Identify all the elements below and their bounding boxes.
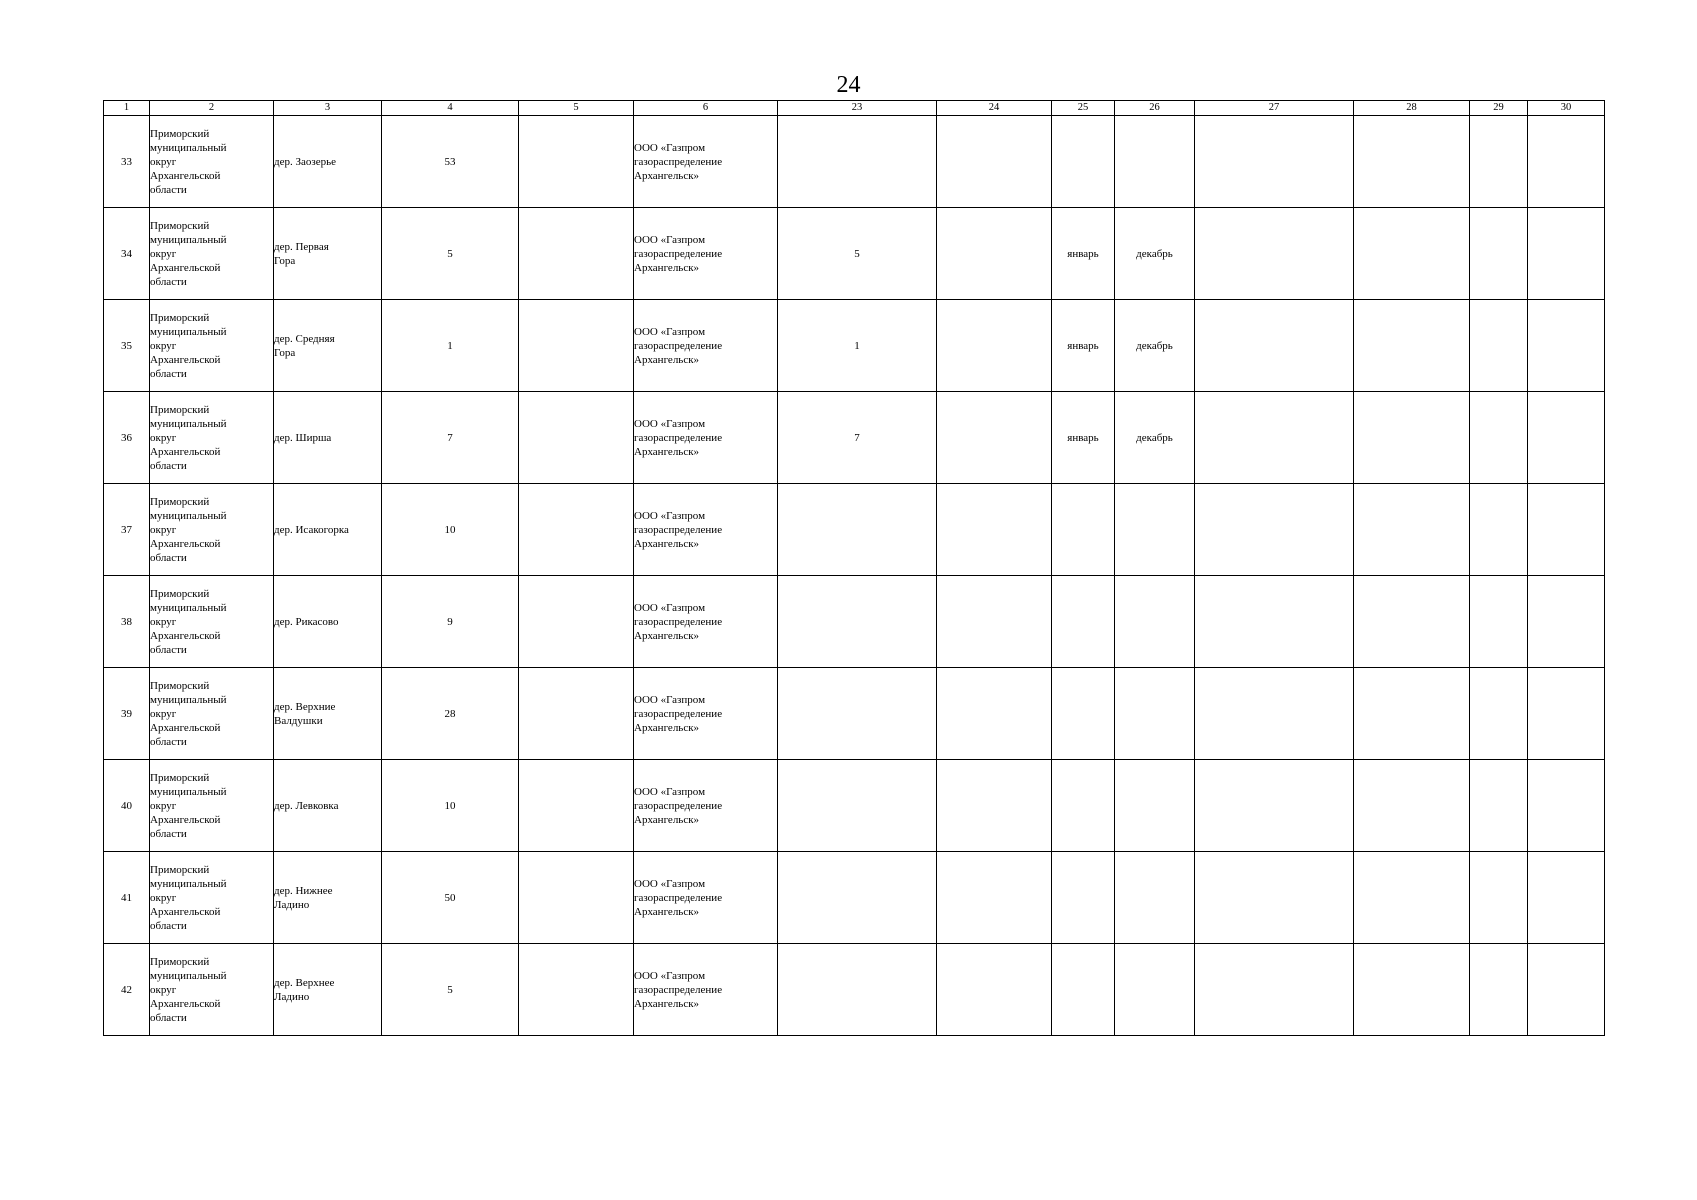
col-30-cell bbox=[1528, 852, 1605, 944]
row-number-cell-text: 34 bbox=[121, 247, 132, 260]
district-cell bbox=[150, 208, 274, 300]
settlement-cell-text: дер. Первая Гора bbox=[274, 240, 329, 267]
col-24-cell bbox=[937, 300, 1052, 392]
col-4-cell bbox=[382, 208, 519, 300]
organization-cell-text: ООО «Газпром газораспределение Архангельск» bbox=[634, 693, 723, 734]
col-28-cell bbox=[1354, 944, 1470, 1036]
col-23-cell-text: 1 bbox=[854, 339, 860, 352]
col-23-cell bbox=[778, 944, 937, 1036]
table-row bbox=[104, 760, 1605, 852]
col-24-cell bbox=[937, 668, 1052, 760]
district-cell-text: Приморский муниципальный округ Архангельской области bbox=[150, 311, 227, 380]
col-4-cell bbox=[382, 576, 519, 668]
col-24-cell bbox=[937, 116, 1052, 208]
col-27-cell bbox=[1195, 208, 1354, 300]
district-cell-text: Приморский муниципальный округ Архангельской области bbox=[150, 127, 227, 196]
organization-cell bbox=[634, 116, 778, 208]
col-5-cell bbox=[519, 576, 634, 668]
col-30-cell bbox=[1528, 484, 1605, 576]
col-4-cell bbox=[382, 484, 519, 576]
col-4-cell bbox=[382, 300, 519, 392]
col-25-cell bbox=[1052, 944, 1115, 1036]
col-26-cell-text: декабрь bbox=[1136, 339, 1173, 352]
settlement-cell-text: дер. Исакогорка bbox=[274, 523, 349, 536]
district-cell-text: Приморский муниципальный округ Архангельской области bbox=[150, 495, 227, 564]
col-5-cell bbox=[519, 116, 634, 208]
district-cell-text: Приморский муниципальный округ Архангельской области bbox=[150, 403, 227, 472]
data-table bbox=[103, 100, 1605, 1036]
col-29-cell bbox=[1470, 944, 1528, 1036]
col-25-cell bbox=[1052, 484, 1115, 576]
district-cell bbox=[150, 392, 274, 484]
col-26-cell bbox=[1115, 944, 1195, 1036]
col-29-cell bbox=[1470, 116, 1528, 208]
column-header: 30 bbox=[1528, 101, 1605, 116]
col-5-cell bbox=[519, 392, 634, 484]
settlement-cell bbox=[274, 852, 382, 944]
col-26-cell bbox=[1115, 668, 1195, 760]
col-28-cell bbox=[1354, 116, 1470, 208]
settlement-cell bbox=[274, 576, 382, 668]
col-25-cell bbox=[1052, 300, 1115, 392]
col-29-cell bbox=[1470, 300, 1528, 392]
col-4-cell-text: 1 bbox=[447, 339, 453, 352]
row-number-cell bbox=[104, 668, 150, 760]
col-5-cell bbox=[519, 208, 634, 300]
col-25-cell bbox=[1052, 668, 1115, 760]
col-26-cell bbox=[1115, 760, 1195, 852]
row-number-cell-text: 36 bbox=[121, 431, 132, 444]
organization-cell-text: ООО «Газпром газораспределение Архангельск» bbox=[634, 233, 723, 274]
organization-cell-text: ООО «Газпром газораспределение Архангельск» bbox=[634, 785, 723, 826]
table-row bbox=[104, 668, 1605, 760]
col-23-cell bbox=[778, 392, 937, 484]
col-24-cell bbox=[937, 484, 1052, 576]
column-header: 3 bbox=[274, 101, 382, 116]
row-number-cell-text: 41 bbox=[121, 891, 132, 904]
col-27-cell bbox=[1195, 392, 1354, 484]
col-24-cell bbox=[937, 392, 1052, 484]
col-5-cell bbox=[519, 760, 634, 852]
col-28-cell bbox=[1354, 668, 1470, 760]
col-4-cell bbox=[382, 944, 519, 1036]
col-25-cell bbox=[1052, 392, 1115, 484]
district-cell bbox=[150, 668, 274, 760]
row-number-cell-text: 40 bbox=[121, 799, 132, 812]
col-28-cell bbox=[1354, 852, 1470, 944]
col-26-cell-text: декабрь bbox=[1136, 247, 1173, 260]
col-25-cell-text: январь bbox=[1067, 247, 1099, 260]
col-25-cell bbox=[1052, 576, 1115, 668]
organization-cell bbox=[634, 852, 778, 944]
col-29-cell bbox=[1470, 392, 1528, 484]
district-cell bbox=[150, 576, 274, 668]
column-header: 6 bbox=[634, 101, 778, 116]
page-number: 24 bbox=[836, 72, 861, 98]
col-28-cell bbox=[1354, 576, 1470, 668]
col-30-cell bbox=[1528, 944, 1605, 1036]
district-cell-text: Приморский муниципальный округ Архангельской области bbox=[150, 863, 227, 932]
col-27-cell bbox=[1195, 760, 1354, 852]
col-4-cell bbox=[382, 852, 519, 944]
col-23-cell bbox=[778, 760, 937, 852]
settlement-cell bbox=[274, 484, 382, 576]
table-row bbox=[104, 300, 1605, 392]
column-header: 5 bbox=[519, 101, 634, 116]
col-28-cell bbox=[1354, 300, 1470, 392]
row-number-cell bbox=[104, 208, 150, 300]
col-27-cell bbox=[1195, 668, 1354, 760]
table-row bbox=[104, 208, 1605, 300]
col-23-cell bbox=[778, 300, 937, 392]
row-number-cell bbox=[104, 300, 150, 392]
col-30-cell bbox=[1528, 760, 1605, 852]
column-header: 4 bbox=[382, 101, 519, 116]
row-number-cell-text: 33 bbox=[121, 155, 132, 168]
row-number-cell bbox=[104, 392, 150, 484]
row-number-cell bbox=[104, 484, 150, 576]
district-cell-text: Приморский муниципальный округ Архангельской области bbox=[150, 955, 227, 1024]
district-cell bbox=[150, 760, 274, 852]
col-24-cell bbox=[937, 944, 1052, 1036]
col-26-cell bbox=[1115, 852, 1195, 944]
col-28-cell bbox=[1354, 760, 1470, 852]
organization-cell bbox=[634, 668, 778, 760]
col-29-cell bbox=[1470, 760, 1528, 852]
row-number-cell bbox=[104, 576, 150, 668]
district-cell bbox=[150, 484, 274, 576]
column-header: 26 bbox=[1115, 101, 1195, 116]
organization-cell-text: ООО «Газпром газораспределение Архангельск» bbox=[634, 601, 723, 642]
col-4-cell bbox=[382, 760, 519, 852]
row-number-cell bbox=[104, 760, 150, 852]
col-30-cell bbox=[1528, 300, 1605, 392]
col-23-cell bbox=[778, 208, 937, 300]
row-number-cell bbox=[104, 944, 150, 1036]
organization-cell-text: ООО «Газпром газораспределение Архангельск» bbox=[634, 877, 723, 918]
col-24-cell bbox=[937, 760, 1052, 852]
col-27-cell bbox=[1195, 116, 1354, 208]
col-26-cell bbox=[1115, 116, 1195, 208]
col-30-cell bbox=[1528, 392, 1605, 484]
row-number-cell bbox=[104, 116, 150, 208]
col-28-cell bbox=[1354, 392, 1470, 484]
column-header: 24 bbox=[937, 101, 1052, 116]
col-23-cell-text: 7 bbox=[854, 431, 860, 444]
settlement-cell bbox=[274, 300, 382, 392]
organization-cell-text: ООО «Газпром газораспределение Архангельск» bbox=[634, 417, 723, 458]
district-cell-text: Приморский муниципальный округ Архангельской области bbox=[150, 587, 227, 656]
settlement-cell-text: дер. Средняя Гора bbox=[274, 332, 335, 359]
organization-cell-text: ООО «Газпром газораспределение Архангельск» bbox=[634, 509, 723, 550]
col-4-cell-text: 50 bbox=[444, 891, 456, 904]
organization-cell-text: ООО «Газпром газораспределение Архангельск» bbox=[634, 141, 723, 182]
col-4-cell bbox=[382, 116, 519, 208]
col-4-cell-text: 9 bbox=[447, 615, 453, 628]
column-header: 28 bbox=[1354, 101, 1470, 116]
organization-cell bbox=[634, 484, 778, 576]
col-29-cell bbox=[1470, 208, 1528, 300]
col-25-cell bbox=[1052, 116, 1115, 208]
settlement-cell bbox=[274, 208, 382, 300]
settlement-cell-text: дер. Заозерье bbox=[274, 155, 336, 168]
column-header: 2 bbox=[150, 101, 274, 116]
settlement-cell-text: дер. Рикасово bbox=[274, 615, 339, 628]
table-row bbox=[104, 392, 1605, 484]
row-number-cell-text: 38 bbox=[121, 615, 132, 628]
col-27-cell bbox=[1195, 576, 1354, 668]
col-26-cell bbox=[1115, 484, 1195, 576]
organization-cell-text: ООО «Газпром газораспределение Архангельск» bbox=[634, 325, 723, 366]
col-4-cell-text: 7 bbox=[447, 431, 453, 444]
settlement-cell-text: дер. Верхние Валдушки bbox=[274, 700, 336, 727]
col-27-cell bbox=[1195, 944, 1354, 1036]
col-26-cell bbox=[1115, 208, 1195, 300]
row-number-cell-text: 35 bbox=[121, 339, 132, 352]
table-row bbox=[104, 576, 1605, 668]
col-29-cell bbox=[1470, 576, 1528, 668]
settlement-cell bbox=[274, 392, 382, 484]
col-4-cell-text: 10 bbox=[444, 523, 456, 536]
col-29-cell bbox=[1470, 852, 1528, 944]
col-5-cell bbox=[519, 484, 634, 576]
col-23-cell bbox=[778, 852, 937, 944]
table-row bbox=[104, 852, 1605, 944]
table-row bbox=[104, 484, 1605, 576]
row-number-cell bbox=[104, 852, 150, 944]
column-header: 1 bbox=[104, 101, 150, 116]
col-30-cell bbox=[1528, 116, 1605, 208]
col-30-cell bbox=[1528, 576, 1605, 668]
col-25-cell bbox=[1052, 760, 1115, 852]
column-header: 25 bbox=[1052, 101, 1115, 116]
row-number-cell-text: 39 bbox=[121, 707, 132, 720]
organization-cell bbox=[634, 392, 778, 484]
settlement-cell-text: дер. Ширша bbox=[274, 431, 332, 444]
settlement-cell bbox=[274, 668, 382, 760]
settlement-cell bbox=[274, 116, 382, 208]
col-26-cell-text: декабрь bbox=[1136, 431, 1173, 444]
col-27-cell bbox=[1195, 484, 1354, 576]
settlement-cell bbox=[274, 944, 382, 1036]
col-5-cell bbox=[519, 852, 634, 944]
col-23-cell bbox=[778, 576, 937, 668]
district-cell-text: Приморский муниципальный округ Архангельской области bbox=[150, 771, 227, 840]
organization-cell bbox=[634, 760, 778, 852]
district-cell-text: Приморский муниципальный округ Архангельской области bbox=[150, 679, 227, 748]
col-26-cell bbox=[1115, 300, 1195, 392]
column-header: 23 bbox=[778, 101, 937, 116]
col-24-cell bbox=[937, 852, 1052, 944]
settlement-cell-text: дер. Левковка bbox=[274, 799, 339, 812]
col-27-cell bbox=[1195, 300, 1354, 392]
organization-cell-text: ООО «Газпром газораспределение Архангельск» bbox=[634, 969, 723, 1010]
col-26-cell bbox=[1115, 576, 1195, 668]
col-27-cell bbox=[1195, 852, 1354, 944]
organization-cell bbox=[634, 576, 778, 668]
col-4-cell-text: 10 bbox=[444, 799, 456, 812]
col-5-cell bbox=[519, 300, 634, 392]
col-28-cell bbox=[1354, 484, 1470, 576]
col-29-cell bbox=[1470, 484, 1528, 576]
col-4-cell-text: 5 bbox=[447, 983, 453, 996]
organization-cell bbox=[634, 944, 778, 1036]
organization-cell bbox=[634, 208, 778, 300]
table-row bbox=[104, 116, 1605, 208]
col-4-cell bbox=[382, 668, 519, 760]
col-4-cell bbox=[382, 392, 519, 484]
col-23-cell bbox=[778, 668, 937, 760]
settlement-cell-text: дер. Верхнее Ладино bbox=[274, 976, 335, 1003]
district-cell bbox=[150, 116, 274, 208]
settlement-cell bbox=[274, 760, 382, 852]
settlement-cell-text: дер. Нижнее Ладино bbox=[274, 884, 333, 911]
col-29-cell bbox=[1470, 668, 1528, 760]
col-25-cell-text: январь bbox=[1067, 339, 1099, 352]
col-25-cell bbox=[1052, 208, 1115, 300]
col-4-cell-text: 28 bbox=[444, 707, 456, 720]
col-25-cell-text: январь bbox=[1067, 431, 1099, 444]
col-26-cell bbox=[1115, 392, 1195, 484]
col-28-cell bbox=[1354, 208, 1470, 300]
col-30-cell bbox=[1528, 668, 1605, 760]
col-30-cell bbox=[1528, 208, 1605, 300]
district-cell-text: Приморский муниципальный округ Архангельской области bbox=[150, 219, 227, 288]
col-4-cell-text: 53 bbox=[444, 155, 456, 168]
row-number-cell-text: 42 bbox=[121, 983, 132, 996]
district-cell bbox=[150, 944, 274, 1036]
organization-cell bbox=[634, 300, 778, 392]
column-header: 27 bbox=[1195, 101, 1354, 116]
row-number-cell-text: 37 bbox=[121, 523, 132, 536]
col-24-cell bbox=[937, 208, 1052, 300]
col-23-cell-text: 5 bbox=[854, 247, 860, 260]
col-25-cell bbox=[1052, 852, 1115, 944]
header-row bbox=[104, 101, 1605, 116]
column-header: 29 bbox=[1470, 101, 1528, 116]
col-5-cell bbox=[519, 944, 634, 1036]
col-23-cell bbox=[778, 484, 937, 576]
district-cell bbox=[150, 852, 274, 944]
district-cell bbox=[150, 300, 274, 392]
col-4-cell-text: 5 bbox=[447, 247, 453, 260]
table-row bbox=[104, 944, 1605, 1036]
col-24-cell bbox=[937, 576, 1052, 668]
col-5-cell bbox=[519, 668, 634, 760]
col-23-cell bbox=[778, 116, 937, 208]
